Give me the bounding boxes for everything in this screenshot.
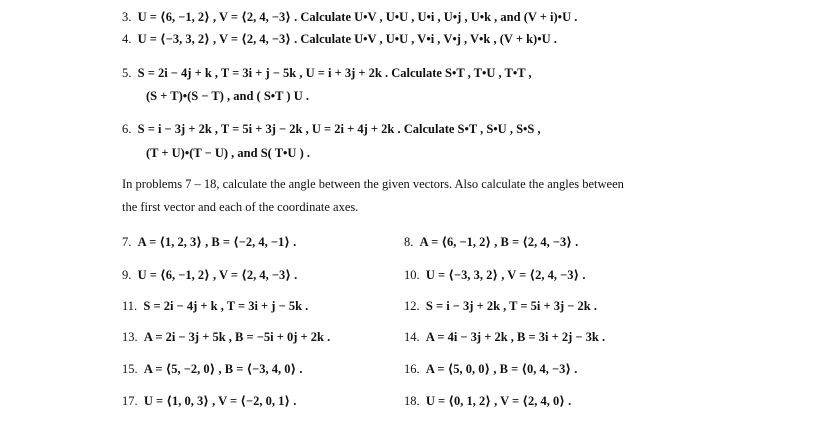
problem-5 — [122, 65, 532, 81]
problem-7 — [122, 234, 296, 250]
problem-number: 4. — [122, 32, 132, 46]
problem-text: A = 4i − 3j + 2k , B = 3i + 2j − 3k . — [425, 330, 606, 344]
problem-text: A = ⟨1, 2, 3⟩ , B = ⟨−2, 4, −1⟩ . — [137, 235, 297, 249]
problem-16 — [404, 361, 577, 377]
problem-17 — [122, 393, 296, 409]
problem-number: 8. — [404, 235, 414, 249]
problem-number: 6. — [122, 122, 132, 136]
problem-10 — [404, 267, 585, 283]
problem-11 — [122, 298, 308, 314]
problem-12 — [404, 298, 597, 314]
problem-6 — [122, 121, 541, 137]
problem-number: 15. — [122, 362, 138, 376]
problem-text: U = ⟨0, 1, 2⟩ , V = ⟨2, 4, 0⟩ . — [425, 394, 572, 408]
problem-text: U = ⟨−3, 3, 2⟩ , V = ⟨2, 4, −3⟩ . Calculate U•V , U•U , V•i , V•j , V•k , (V + k)•U . — [137, 32, 557, 46]
instructions-text: In problems 7 – 18, calculate the angle between the given vectors. Also calculate the angles between — [122, 177, 624, 191]
problem-text: U = ⟨−3, 3, 2⟩ , V = ⟨2, 4, −3⟩ . — [425, 268, 586, 282]
problem-number: 17. — [122, 394, 138, 408]
problem-text: A = ⟨5, 0, 0⟩ , B = ⟨0, 4, −3⟩ . — [425, 362, 578, 376]
problem-14 — [404, 329, 605, 345]
problem-text: U = ⟨1, 0, 3⟩ , V = ⟨−2, 0, 1⟩ . — [143, 394, 297, 408]
problem-13 — [122, 329, 330, 345]
problem-6-continuation — [146, 145, 310, 161]
problem-number: 18. — [404, 394, 420, 408]
problem-number: 14. — [404, 330, 420, 344]
problem-number: 9. — [122, 268, 132, 282]
problem-text: U = ⟨6, −1, 2⟩ , V = ⟨2, 4, −3⟩ . Calculate U•V , U•U , U•i , U•j , U•k , and (V + i)•U . — [137, 10, 578, 24]
problem-text: U = ⟨6, −1, 2⟩ , V = ⟨2, 4, −3⟩ . — [137, 268, 298, 282]
problem-text: A = ⟨6, −1, 2⟩ , B = ⟨2, 4, −3⟩ . — [419, 235, 579, 249]
problem-18 — [404, 393, 571, 409]
problem-5-continuation — [146, 88, 309, 104]
problem-text: S = i − 3j + 2k , T = 5i + 3j − 2k . — [425, 299, 597, 313]
problem-3 — [122, 9, 577, 25]
instructions-text: the first vector and each of the coordinate axes. — [122, 200, 359, 214]
problem-number: 10. — [404, 268, 420, 282]
problem-4 — [122, 31, 557, 47]
instructions-line-2 — [122, 199, 682, 215]
problem-number: 16. — [404, 362, 420, 376]
problem-number: 11. — [122, 299, 138, 313]
problem-number: 12. — [404, 299, 420, 313]
problem-9 — [122, 267, 297, 283]
problem-text: A = 2i − 3j + 5k , B = −5i + 0j + 2k . — [143, 330, 331, 344]
problem-15 — [122, 361, 303, 377]
problem-number: 3. — [122, 10, 132, 24]
problem-8 — [404, 234, 578, 250]
problem-number: 13. — [122, 330, 138, 344]
problem-text: A = ⟨5, −2, 0⟩ , B = ⟨−3, 4, 0⟩ . — [143, 362, 303, 376]
problem-text: S = 2i − 4j + k , T = 3i + j − 5k . — [143, 299, 309, 313]
instructions-line-1 — [122, 176, 682, 192]
problem-text: S = 2i − 4j + k , T = 3i + j − 5k , U = i + 3j + 2k . Calculate S•T , T•U , T•T , — [137, 66, 532, 80]
problem-text-continuation: (T + U)•(T − U) , and S( T•U ) . — [146, 146, 310, 160]
problem-text-continuation: (S + T)•(S − T) , and ( S•T ) U . — [146, 89, 309, 103]
problem-text: S = i − 3j + 2k , T = 5i + 3j − 2k , U = 2i + 4j + 2k . Calculate S•T , S•U , S•S , — [137, 122, 541, 136]
problem-number: 5. — [122, 66, 132, 80]
problem-number: 7. — [122, 235, 132, 249]
